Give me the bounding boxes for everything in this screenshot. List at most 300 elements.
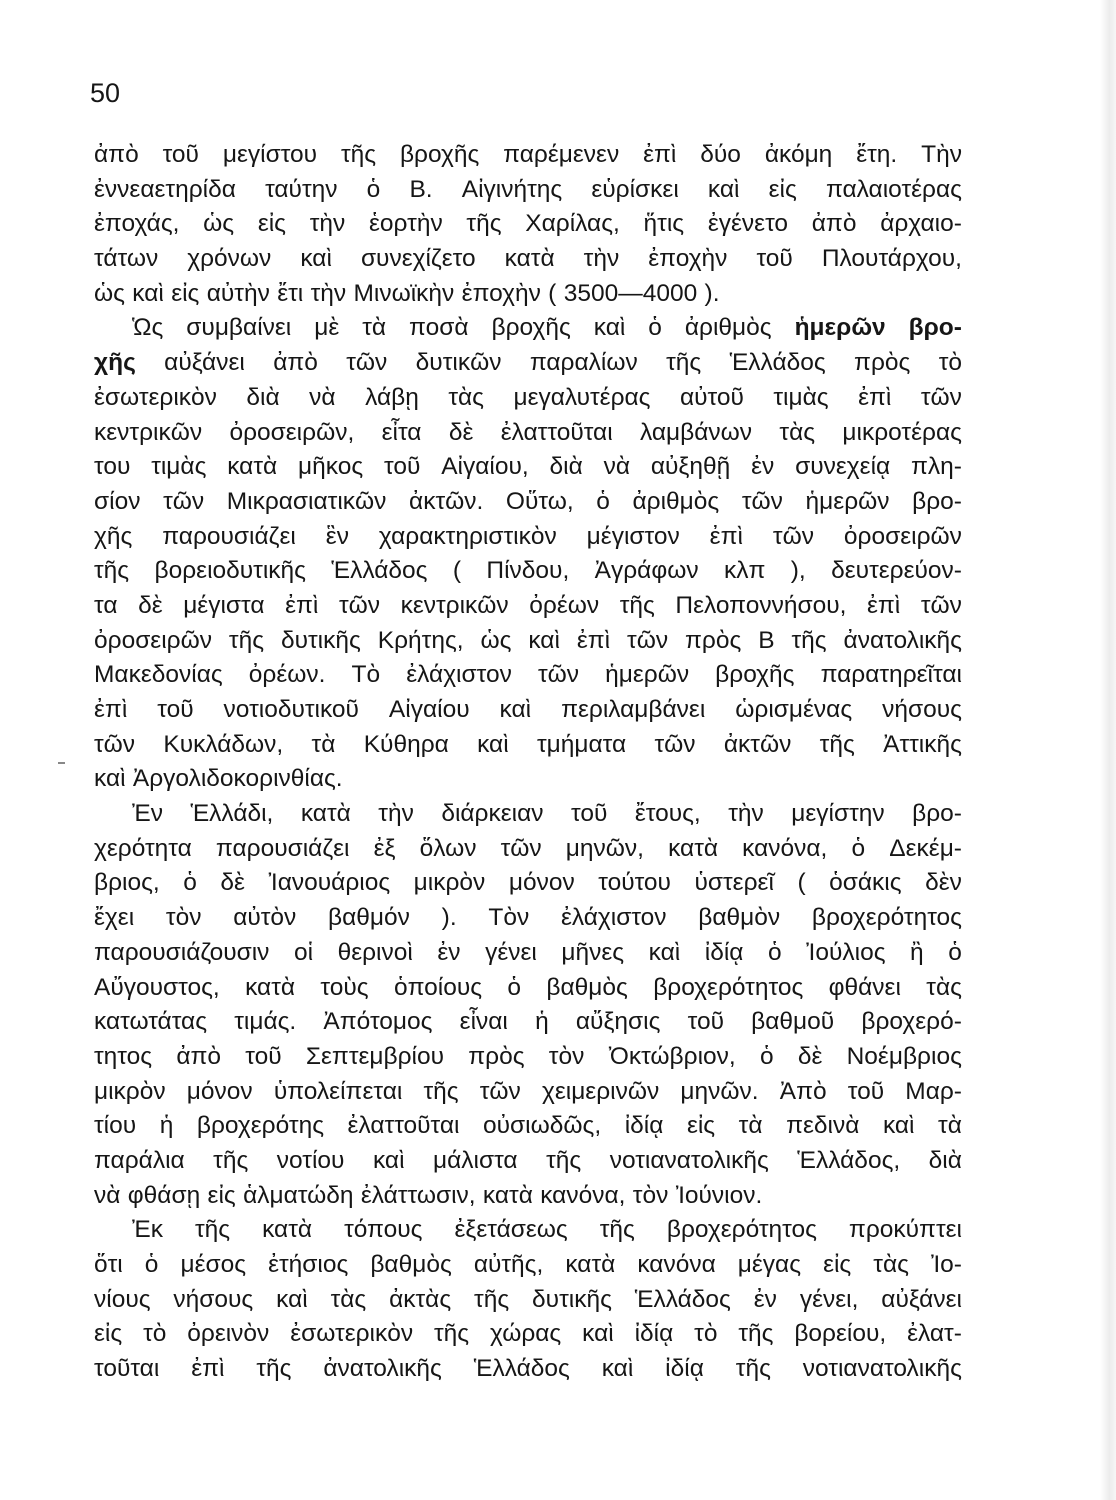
word: ὀρέων.	[248, 661, 326, 689]
word: τὴν	[583, 245, 620, 273]
word: πεδινὰ	[786, 1112, 860, 1140]
word: βαθμὸν	[698, 904, 781, 932]
word: Ἑλλάδι,	[190, 800, 274, 828]
word: ὡρισμένας	[735, 696, 853, 723]
word: παρουσιάζει	[162, 522, 296, 550]
text-line	[94, 242, 962, 277]
text-line	[94, 311, 962, 346]
word: μέσος	[180, 1251, 247, 1278]
word: βρο-	[912, 800, 962, 828]
word: ὁποίους	[393, 973, 483, 1001]
word: ἐλάχιστον	[560, 904, 667, 932]
word: ἀνατολικῆς	[323, 1355, 442, 1383]
text-line	[94, 936, 962, 971]
word: βριος,	[94, 869, 160, 897]
word: κατὰ	[245, 973, 296, 1001]
word: ἀκτῶν.	[409, 487, 484, 515]
word: δὲ	[220, 869, 245, 897]
word: Ἐν	[132, 800, 163, 828]
word: ταύτην	[265, 175, 338, 203]
word: κατὰ	[565, 1251, 616, 1278]
paragraph	[94, 138, 962, 311]
word: ἀνατολικῆς	[843, 626, 962, 654]
word: ἰδίᾳ	[624, 1112, 664, 1140]
word: ὁ	[183, 869, 197, 897]
word: τὰ	[938, 1112, 962, 1140]
word: Χαρίλας,	[525, 210, 620, 238]
word: 3500—4000	[563, 279, 698, 307]
word: ἀρχαιο-	[880, 210, 962, 238]
word: τῆς	[228, 626, 265, 654]
word: ὀροσειρῶν,	[229, 418, 355, 446]
word: τμήματα	[536, 730, 627, 758]
word: τῆς	[256, 1355, 292, 1383]
word: ὁ	[366, 175, 381, 203]
word: εἰς	[257, 210, 286, 238]
word: τῆς	[340, 141, 377, 168]
body-text	[94, 138, 962, 1387]
word: ὁσάκις	[829, 869, 902, 897]
word: ἐποχάς,	[94, 210, 180, 238]
word: πλη-	[911, 453, 962, 481]
text-line	[94, 624, 962, 659]
word: ἐσωτερικὸν	[290, 1320, 414, 1348]
word: καὶ	[276, 1285, 308, 1313]
word: Τὴν	[921, 141, 962, 168]
word: βρο-	[912, 487, 962, 515]
word: παράλια	[94, 1146, 185, 1174]
word: τοῦ	[756, 245, 793, 273]
text-line	[94, 416, 962, 451]
word: εἶτα	[381, 418, 422, 446]
word: εἰς	[94, 1320, 123, 1348]
word: Πλουτάρχου,	[821, 245, 962, 273]
word: τὰ	[362, 314, 387, 342]
text-line	[94, 554, 962, 589]
word: τῶν	[920, 591, 962, 619]
text-line	[94, 1109, 962, 1144]
word: ὁ	[507, 973, 522, 1001]
word: βροχερότης	[196, 1112, 324, 1140]
text-line	[94, 1283, 962, 1318]
word: δύο	[700, 141, 741, 168]
word: τὰς	[330, 1285, 367, 1313]
word: ἀριθμὸς	[684, 314, 772, 342]
word: κατὰ	[227, 453, 278, 481]
word: εἶναι	[459, 1008, 508, 1036]
word: τῆς	[213, 1146, 249, 1174]
word: ἔτους,	[634, 800, 701, 828]
word: Τὸν	[488, 904, 530, 932]
word: τῶν	[500, 834, 542, 862]
word: ἐπὶ	[191, 1355, 225, 1383]
word: τὰς	[926, 973, 962, 1001]
word: καὶ	[882, 1112, 915, 1140]
word: βροχερότητος	[666, 1216, 817, 1244]
text-line	[94, 1040, 962, 1075]
word: Ἑλλάδος	[634, 1285, 731, 1313]
word: μὲ	[314, 314, 340, 342]
word: τῶν	[537, 661, 579, 689]
word: κανόνα,	[742, 834, 828, 862]
word: Β.	[409, 175, 433, 203]
margin-mark	[58, 762, 65, 764]
word: πρὸς	[685, 626, 742, 654]
word: ἀκόμη	[764, 141, 833, 168]
paragraph	[94, 1213, 962, 1386]
word: λάβῃ	[365, 383, 419, 411]
word: ποσὰ	[409, 314, 469, 342]
word: Ὡς	[132, 314, 164, 342]
word: τῶν	[163, 487, 205, 515]
word: ὅτι	[94, 1251, 123, 1278]
word: τοὺς	[320, 973, 369, 1001]
word: ὁ	[948, 938, 962, 966]
word: κατωτάτας	[94, 1008, 208, 1036]
word: τίου	[94, 1112, 137, 1140]
word: Ἐκ	[132, 1216, 163, 1244]
word: Κύθηρα	[363, 730, 449, 758]
word: χαρακτηριστικὸν	[378, 522, 557, 550]
word: νοτιοδυτικοῦ	[223, 696, 359, 723]
word: κεντρικῶν	[94, 418, 203, 446]
word: χῆς	[94, 522, 133, 550]
word: αὐτῆς,	[473, 1251, 544, 1278]
word: τῆς	[194, 1216, 231, 1244]
word: δὲ	[797, 1042, 823, 1070]
word: ἐξ	[373, 834, 396, 862]
text-line	[94, 866, 962, 901]
word: μέγιστα	[183, 591, 265, 619]
word: κανόνα,	[540, 1181, 626, 1209]
word: θερινοὶ	[337, 938, 413, 966]
word: τάτων	[94, 245, 159, 273]
word: μέγιστον	[586, 522, 680, 550]
word: νήσους	[882, 696, 962, 723]
word: αὐξάνει	[164, 349, 245, 377]
word: χώρας	[490, 1320, 562, 1348]
text-line	[94, 1352, 962, 1387]
word: τῶν	[479, 1077, 521, 1105]
word: καὶ	[593, 314, 626, 342]
text-line	[94, 1144, 962, 1179]
word: τὸ	[938, 349, 962, 377]
word: παραλίων	[529, 349, 638, 377]
word: βροχερότητος	[811, 904, 962, 932]
word: διάρκειαν	[441, 800, 544, 828]
word: τὴν	[310, 279, 347, 307]
word: Μινωϊκὴν	[353, 279, 455, 307]
word: τῆς	[546, 1146, 582, 1174]
word: ὁ	[596, 487, 610, 515]
text-line	[94, 1075, 962, 1110]
word: ἡμερῶν	[605, 661, 690, 689]
word: ὁ	[648, 314, 662, 342]
word: φθάνει	[828, 973, 901, 1001]
word: καὶ	[300, 245, 332, 273]
word: τῶν	[741, 487, 783, 515]
text-line	[94, 207, 962, 242]
word: τὰ	[738, 1112, 763, 1140]
word: νὰ	[309, 383, 336, 411]
word: Αὔγουστος,	[94, 973, 220, 1001]
word: τὸν	[548, 1042, 585, 1070]
paragraph	[94, 311, 962, 797]
word: βαθμοῦ	[751, 1008, 835, 1036]
word: ἐσωτερικὸν	[94, 383, 217, 411]
word: βορείου,	[794, 1320, 887, 1348]
word: ἐπὶ	[866, 591, 901, 619]
word: τῶν	[338, 591, 381, 619]
word: περιλαμβάνει	[561, 696, 706, 723]
word: τόπους	[344, 1216, 423, 1244]
word: Ἀπότομος	[323, 1008, 433, 1036]
word: τῆς	[666, 349, 702, 377]
word: Κυκλάδων,	[163, 730, 284, 758]
word: τῆς	[423, 1077, 459, 1105]
page-number: 50	[90, 78, 121, 108]
word: τὸν	[165, 904, 202, 932]
word: καὶ	[528, 626, 560, 654]
word: ἐλάττωσιν,	[360, 1181, 476, 1209]
word: βροχῆς	[715, 661, 795, 689]
word: τιμὰς	[773, 383, 829, 411]
text-line	[94, 1213, 962, 1248]
word: αὐτὸν	[233, 904, 297, 932]
word: τοῦ	[162, 141, 199, 168]
word: τοῦ	[847, 1077, 885, 1105]
word: μεγίστην	[791, 800, 885, 828]
word: ἐν	[751, 453, 775, 481]
word: πρὸς	[854, 349, 911, 377]
word: λαμβάνων	[640, 418, 753, 446]
word: παρουσιάζουσιν	[94, 938, 270, 966]
word: νήσους	[173, 1285, 254, 1313]
text-line	[94, 971, 962, 1006]
word: μικρὸν	[413, 869, 486, 897]
word: καὶ	[582, 1320, 614, 1348]
word: ἐν	[437, 938, 461, 966]
word: δυτικῆς	[280, 626, 361, 654]
word: Σεπτεμβρίου	[305, 1042, 445, 1070]
word: τὴν	[309, 210, 346, 238]
word: μέγας	[737, 1251, 802, 1278]
word: ὀροσειρῶν	[94, 626, 212, 654]
word: ἓν	[325, 522, 349, 550]
word: τοῦ	[245, 1042, 282, 1070]
word: ἡ	[535, 1008, 549, 1036]
word: νοτιανατολικῆς	[609, 1146, 769, 1174]
word: βαθμὸς	[370, 1251, 452, 1278]
word: τοῦται	[94, 1355, 160, 1383]
word: τὸ	[143, 1320, 167, 1348]
word: καὶ	[499, 696, 532, 723]
word: βρο-	[908, 314, 962, 342]
word: τιμὰς	[151, 453, 207, 481]
word: ἀριθμὸς	[632, 487, 720, 515]
word: ).	[704, 279, 720, 307]
word: ὅλων	[419, 834, 477, 862]
word: δυτικῆς	[532, 1285, 612, 1313]
word: ὑπολείπεται	[273, 1077, 403, 1105]
word: τῆς	[474, 1285, 510, 1313]
text-line	[94, 589, 962, 624]
word: ),	[790, 557, 806, 585]
word: τὸ	[694, 1320, 718, 1348]
word: σίον	[94, 487, 141, 515]
text-line	[94, 901, 962, 936]
word: τῆς	[738, 1320, 774, 1348]
word: (	[452, 557, 462, 585]
word: ἀπὸ	[94, 141, 139, 168]
word: βαθμόν	[328, 904, 410, 932]
text-line	[94, 832, 962, 867]
word: εἰς	[768, 175, 797, 203]
word: τὰς	[873, 1251, 909, 1278]
word: προκύπτει	[848, 1216, 962, 1244]
word: αὐξηθῇ	[650, 453, 731, 481]
word: τοῦ	[384, 453, 421, 481]
word: διὰ	[549, 453, 583, 481]
word: Ἀργολιδοκορινθίας.	[132, 765, 343, 793]
word: ἐπὶ	[858, 383, 892, 411]
word: μηνῶν,	[565, 834, 644, 862]
word: καὶ	[648, 938, 681, 966]
word: παρέμενεν	[503, 141, 620, 168]
word: τῆς	[599, 1216, 635, 1244]
text-line	[94, 1248, 962, 1283]
word: τοῦ	[571, 800, 608, 828]
word: Αἰγινήτης	[461, 175, 563, 203]
text-line	[94, 346, 962, 381]
word: ἐτήσιος	[268, 1251, 349, 1278]
word: ἐπὶ	[643, 141, 677, 168]
text-line	[94, 797, 962, 832]
word: Κρήτης,	[377, 626, 464, 654]
word: ὡς	[203, 210, 235, 238]
text-line	[94, 173, 962, 208]
word: καὶ	[94, 765, 126, 793]
word: βροχῆς	[491, 314, 571, 342]
word: εἰς	[686, 1112, 716, 1140]
word: ὁ	[759, 1042, 774, 1070]
word: κατὰ	[504, 245, 555, 273]
word: δευτερεύον-	[831, 557, 962, 585]
word: ὑστερεῖ	[694, 869, 774, 897]
word: Τὸ	[351, 661, 381, 689]
word: ἀκτὰς	[389, 1285, 452, 1313]
word: Β	[758, 626, 775, 654]
word: ὁ	[767, 938, 782, 966]
word: Ἰούλιος	[806, 938, 886, 966]
word: μάλιστα	[433, 1146, 518, 1174]
word: παρουσιάζει	[215, 834, 350, 862]
word: τὸν	[632, 1181, 669, 1209]
word: συνεχίζετο	[360, 245, 476, 273]
word: Ὀκτώβριον,	[608, 1042, 736, 1070]
word: αὐτὴν	[206, 279, 270, 307]
word: γένει	[485, 938, 537, 966]
word: ἐπὶ	[576, 626, 611, 654]
word: Ἑλλάδος,	[797, 1146, 901, 1174]
word: Ἑλλάδος	[331, 557, 428, 585]
word: κατὰ	[482, 1181, 533, 1209]
word: τοῦ	[157, 696, 194, 723]
word: Ἰούνιον.	[675, 1181, 763, 1209]
word: ὀροσειρῶν	[843, 522, 962, 550]
word: Μαρ-	[905, 1077, 962, 1105]
word: τούτου	[598, 869, 671, 897]
word: τοῦ	[687, 1008, 724, 1036]
word: μῆνες	[561, 938, 625, 966]
word: ἥτις	[643, 210, 685, 238]
word: ἀπὸ	[176, 1042, 222, 1070]
word: οἱ	[293, 938, 314, 966]
word: ὀρέων	[529, 591, 600, 619]
word: ἰδίᾳ	[704, 938, 744, 966]
word: τῆς	[434, 1320, 470, 1348]
word: ἀκτῶν	[723, 730, 792, 758]
word: τῆς	[619, 591, 655, 619]
word: νὰ	[94, 1181, 121, 1209]
word: ἐγένετο	[707, 210, 789, 238]
word: Νοέμβριος	[846, 1042, 962, 1070]
word: γένει,	[799, 1285, 859, 1313]
text-line	[94, 520, 962, 555]
word: τα	[94, 591, 118, 619]
word: κανόνα	[637, 1251, 716, 1278]
word: τῆς	[94, 557, 130, 585]
word: Ἰο-	[930, 1251, 962, 1278]
word: μεγαλυτέρας	[513, 383, 651, 411]
word: τητος	[94, 1042, 153, 1070]
text-line	[94, 485, 962, 520]
word: χῆς	[94, 349, 136, 377]
word: Αἰγαίου,	[441, 453, 529, 481]
word: εὑρίσκει	[591, 175, 679, 203]
word: Ἰανουάριος	[268, 869, 391, 897]
word: παλαιοτέρας	[825, 175, 962, 203]
word: κατὰ	[262, 1216, 313, 1244]
word: τῶν	[654, 730, 696, 758]
word: Δεκέμ-	[889, 834, 962, 862]
word: μηνῶν.	[680, 1077, 759, 1105]
word: ἐλάχιστον	[406, 661, 512, 689]
word: νίους	[94, 1285, 151, 1313]
word: ἔτι	[277, 279, 304, 307]
word: δὲν	[925, 869, 962, 897]
word: συμβαίνει	[186, 314, 292, 342]
text-line	[94, 762, 962, 797]
text-line	[94, 658, 962, 693]
word: ἐλαττοῦται	[500, 418, 613, 446]
word: Μακεδονίας	[94, 661, 223, 689]
word: ὀρεινὸν	[187, 1320, 270, 1348]
text-line	[94, 693, 962, 728]
word: τῶν	[94, 730, 136, 758]
word: βορειοδυτικῆς	[154, 557, 306, 585]
word: διὰ	[928, 1146, 962, 1174]
word: τῆς	[819, 730, 855, 758]
word: κατὰ	[668, 834, 719, 862]
word: ἐποχὴν	[648, 245, 728, 273]
word: καὶ	[372, 1146, 405, 1174]
word: κλπ	[723, 557, 766, 585]
word: ἐλατ-	[907, 1320, 962, 1348]
word: ἐπὶ	[94, 696, 128, 723]
word: ὁ	[144, 1251, 159, 1278]
word: αὔξησις	[575, 1008, 661, 1036]
